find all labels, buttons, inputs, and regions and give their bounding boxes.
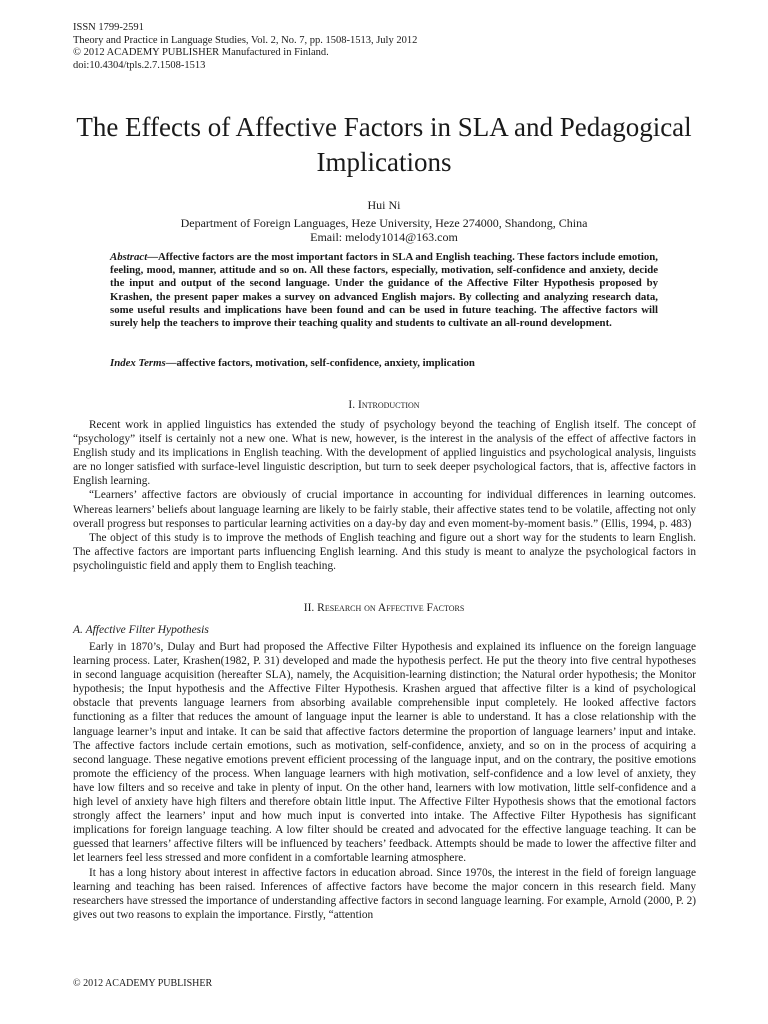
copyright-line: © 2012 ACADEMY PUBLISHER Manufactured in Finland.: [73, 47, 329, 58]
paragraph: It has a long history about interest in affective factors in education abroad. Since 1970s, the interest in the field of foreign language learning and teaching has been raised. Inferences of affective factors have become the major concern in this research field. Many researchers have stressed the importance of understanding affective factors in second language learning. For example, Arnold (2000, P. 2) gives out two reasons to explain the importance. Firstly, “attention: [73, 866, 696, 921]
abstract-label: Abstract: [110, 251, 148, 263]
paper-title: The Effects of Affective Factors in SLA and Pedagogical Implications: [76, 112, 692, 177]
research-body: [73, 640, 696, 922]
paragraph: Recent work in applied linguistics has extended the study of psychology beyond the teaching of English itself. The concept of “psychology” itself is certainly not a new one. What is new, however, is the interest in the analysis of the effect of affective factors in English study and its implications in English teaching. With the development of applied linguistics and psychological analysis, linguists are no longer satisfied with surface-level linguistic description, but turn to seek deeper psychological factors, that is, affective factors in English learning.: [73, 419, 696, 488]
footer-copyright: © 2012 ACADEMY PUBLISHER: [73, 978, 213, 989]
abstract-text: —Affective factors are the most important factors in SLA and English teaching. These factors include emotion, feeling, mood, manner, attitude and so on. All these factors, especially, motivation, self-confidence and anxiety, decide the input and output of the second language. Under the guidance of the Affective Filter Hypothesis proposed by Krashen, the present paper makes a survey on advanced English majors. By collecting and analyzing research data, some useful results and implications have been found and can be used in future teaching. The affective factors will surely help the teachers to improve their teaching quality and students to cultivate an all-round development.: [110, 251, 658, 330]
subsection-heading: A. Affective Filter Hypothesis: [73, 624, 209, 636]
email-line: Email: melody1014@163.com: [310, 230, 458, 244]
abstract: [110, 251, 658, 330]
index-terms-text: —affective factors, motivation, self-confidence, anxiety, implication: [165, 357, 475, 369]
index-terms-label: Index Terms: [110, 357, 166, 369]
paragraph: The object of this study is to improve the methods of English teaching and figure out a short way for the students to learn English. The affective factors are important parts influencing English learning. And this study is meant to analyze the psychological factors in psycholinguistic field and apply them to English teaching.: [73, 531, 696, 572]
index-terms: [110, 357, 658, 370]
affiliation-line: Department of Foreign Languages, Heze University, Heze 274000, Shandong, China: [180, 216, 588, 230]
section-heading-introduction: I. Introduction: [348, 399, 420, 411]
paragraph: Early in 1870’s, Dulay and Burt had proposed the Affective Filter Hypothesis and explained its influence on the foreign language learning process. Later, Krashen(1982, P. 31) developed and made the hypothesis perfect. He put the theory into five central hypotheses in second language acquisition (hereafter SLA), namely, the Acquisition-learning distinction; the Natural order hypothesis; the Monitor hypothesis; the Input hypothesis and the Affective Filter Hypothesis. Krashen argued that affective filter is a kind of psychological obstacle that prevents language learners from absorbing available comprehensible input completely. He looked affective factors functioning as a filter that reduces the amount of language input the learner is able to understand. It has a close relationship with the language learner’s input and intake. It can be said that affective factors determine the proportion of language learners’ input and intake. The affective factors include certain emotions, such as motivation, self-confidence, anxiety, and so on in the process of acquiring a second language. These negative emotions prevent efficient processing of the language input, and on the contrary, the positive emotions promote the efficiency of the process. When language learners with high motivation, self-confidence and a low level of anxiety, they have low filters and so receive and take in plenty of input. On the other hand, learners with low motivation, little self-confidence and a high level of anxiety have high filters and therefore obtain little input. The Affective Filter Hypothesis shows that the emotional factors strongly affect the learners’ input and how much input is converted into intake. The Affective Filter Hypothesis has significant implications for foreign language teaching. A low filter should be created and advocated for the effective language teaching. It can be guessed that learners’ affective filters will be influenced by teachers’ feedback. Attempts should be made to lower the affective filter and let learners feel less stressed and more confident in a comfortable learning atmosphere.: [73, 641, 696, 865]
author-affiliation: [0, 216, 768, 244]
paragraph: “Learners’ affective factors are obviously of crucial importance in accounting for individual differences in learning outcomes. Whereas learners’ beliefs about language learning are likely to be fairly stable, their affective states tend to be volatile, affecting not only overall progress but responses to particular learning activities on a day-by day and even moment-by-moment basis.” (Ellis, 1994, p. 483): [73, 489, 696, 530]
journal-header: [73, 22, 417, 72]
author-name: Hui Ni: [367, 198, 401, 212]
journal-citation: Theory and Practice in Language Studies, Vol. 2, No. 7, pp. 1508-1513, July 2012: [73, 34, 418, 46]
doi-line: doi:10.4304/tpls.2.7.1508-1513: [73, 59, 206, 71]
issn: ISSN 1799-2591: [73, 22, 144, 33]
section-heading-research: II. Research on Affective Factors: [303, 602, 465, 614]
introduction-body: [73, 418, 696, 573]
